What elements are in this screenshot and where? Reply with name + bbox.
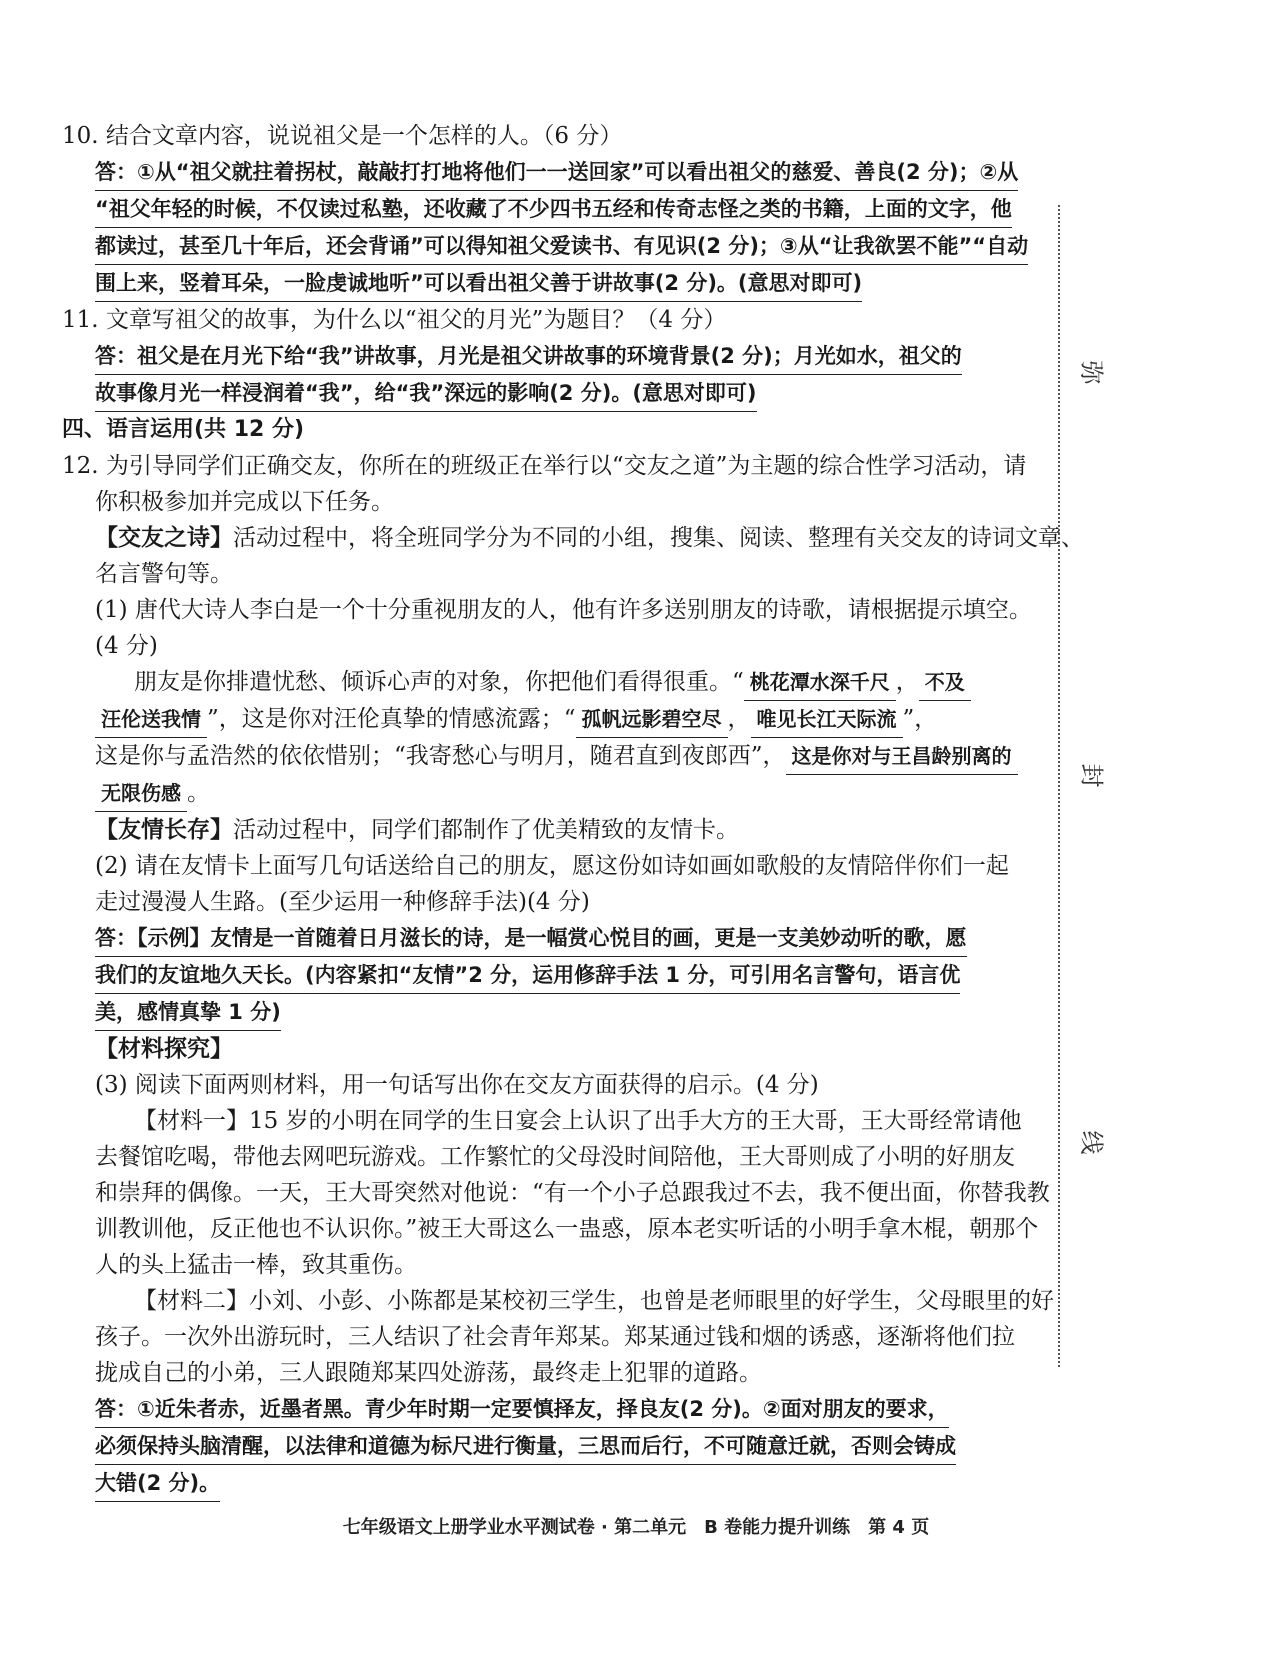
seal-line (1058, 205, 1060, 1367)
blank-5b: 无限伤感 (95, 775, 187, 812)
sub1-stem-1: (1) 唐代大诗人李白是一个十分重视朋友的人，他有许多送别朋友的诗歌，请根据提示填空。 (95, 597, 1032, 623)
q11-stem: 11. 文章写祖父的故事，为什么以“祖父的月光”为题目？（4 分） (62, 307, 727, 333)
blank-5a: 这是你对与王昌龄别离的 (786, 738, 1018, 775)
sub1-text: ， (727, 706, 751, 732)
sub2-stem-2: 走过漫漫人生路。(至少运用一种修辞手法)(4 分) (95, 889, 590, 915)
sub3-answer-line-2: 必须保持头脑清醒，以法律和道德为标尺进行衡量，三思而后行，不可随意迁就，否则会铸成 (95, 1428, 956, 1465)
material-2-line-2: 孩子。一次外出游玩时，三人结识了社会青年郑某。郑某通过钱和烟的诱惑，逐渐将他们拉 (95, 1324, 1015, 1350)
seal-char-feng: 封 (1077, 763, 1106, 788)
sub1-text: ”， (902, 706, 938, 732)
sub3-answer-line-3: 大错(2 分)。 (95, 1465, 220, 1502)
material-1-line-5: 人的头上猛击一棒，致其重伤。 (95, 1252, 417, 1278)
exam-page (62, 118, 1084, 1502)
card-task-text: 活动过程中，同学们都制作了优美精致的友情卡。 (233, 817, 739, 843)
sub1-text: 。 (187, 780, 210, 806)
q10-answer-line-4: 围上来，竖着耳朵，一脸虔诚地听”可以看出祖父善于讲故事(2 分)。(意思对即可) (95, 265, 862, 302)
material-task-tag: 【材料探究】 (95, 1036, 233, 1062)
sub1-paragraph-line-1 (62, 664, 1062, 701)
sub2-answer-line-3: 美，感情真挚 1 分) (95, 994, 281, 1031)
seal-char-mi: 弥 (1077, 360, 1106, 385)
blank-2b: 汪伦送我情 (95, 701, 207, 738)
card-task (62, 812, 1062, 848)
q10-answer-line-3: 都读过，甚至几十年后，还会背诵”可以得知祖父爱读书、有见识(2 分)；③从“让我欲罢不能”“自动 (95, 228, 1028, 265)
section-heading-4: 四、语言运用(共 12 分) (62, 417, 305, 442)
sub1-text: ， (895, 669, 919, 695)
sub3-stem: (3) 阅读下面两则材料，用一句话写出你在交友方面获得的启示。(4 分) (95, 1072, 819, 1098)
material-1-line-2: 去餐馆吃喝，带他去网吧玩游戏。工作繁忙的父母没时间陪他，王大哥则成了小明的好朋友 (95, 1144, 1015, 1170)
sub1-paragraph-line-2 (62, 701, 1062, 738)
material-2-line-3: 拢成自己的小弟，三人跟随郑某四处游荡，最终走上犯罪的道路。 (95, 1360, 762, 1386)
poem-task-text-1: 活动过程中，将全班同学分为不同的小组，搜集、阅读、整理有关交友的诗词文章、 (233, 525, 1084, 551)
q12-stem-line-1: 12. 为引导同学们正确交友，你所在的班级正在举行以“交友之道”为主题的综合性学习活动，请 (62, 453, 1027, 479)
sub2-answer-line-2: 我们的友谊地久天长。(内容紧扣“友情”2 分，运用修辞手法 1 分，可引用名言警句，语言优 (95, 957, 960, 994)
q10-stem: 10. 结合文章内容，说说祖父是一个怎样的人。（6 分） (62, 123, 623, 149)
poem-task-text-2: 名言警句等。 (95, 561, 233, 587)
q10-answer-line-2: “祖父年轻的时候，不仅读过私塾，还收藏了不少四书五经和传奇志怪之类的书籍，上面的文字，他 (95, 191, 1012, 228)
poem-task (62, 520, 1084, 556)
poem-task-tag: 【交友之诗】 (95, 525, 233, 551)
material-1-line-4: 训教训他，反正他也不认识你。”被王大哥这么一蛊惑，原本老实听话的小明手拿木棍，朝那个 (95, 1216, 1039, 1242)
sub1-paragraph-line-4 (62, 775, 1062, 812)
q11-answer-line-2: 故事像月光一样浸润着“我”，给“我”深远的影响(2 分)。(意思对即可) (95, 375, 757, 412)
blank-3: 孤帆远影碧空尽 (576, 701, 728, 738)
sub1-stem-2: (4 分) (95, 633, 158, 659)
page-footer: 七年级语文上册学业水平测试卷 · 第二单元 B 卷能力提升训练 第 4 页 (342, 1517, 930, 1538)
material-1-line-1: 【材料一】15 岁的小明在同学的生日宴会上认识了出手大方的王大哥，王大哥经常请他 (134, 1108, 1022, 1134)
sub2-answer-line-1: 答：【示例】友情是一首随着日月滋长的诗，是一幅赏心悦目的画，更是一支美妙动听的歌，愿 (95, 920, 967, 957)
sub1-paragraph-line-3 (62, 738, 1062, 775)
card-task-tag: 【友情长存】 (95, 817, 233, 843)
q10-answer-line-1: 答：①从“祖父就拄着拐杖，敲敲打打地将他们一一送回家”可以看出祖父的慈爱、善良(2 分)；②从 (95, 154, 1018, 191)
sub3-answer-line-1: 答：①近朱者赤，近墨者黑。青少年时期一定要慎择友，择良友(2 分)。②面对朋友的要求， (95, 1391, 949, 1428)
q11-answer-line-1: 答：祖父是在月光下给“我”讲故事，月光是祖父讲故事的环境背景(2 分)；月光如水，祖父的 (95, 338, 962, 375)
material-1-line-3: 和崇拜的偶像。一天，王大哥突然对他说：“有一个小子总跟我过不去，我不便出面，你替我教 (95, 1180, 1050, 1206)
seal-char-xian: 线 (1077, 1130, 1106, 1155)
sub1-text: 这是你与孟浩然的依依惜别；“我寄愁心与明月，随君直到夜郎西”， (95, 743, 786, 769)
sub1-text: ”，这是你对汪伦真挚的情感流露；“ (207, 706, 576, 732)
blank-1: 桃花潭水深千尺 (744, 664, 896, 701)
sub1-text: 朋友是你排遣忧愁、倾诉心声的对象，你把他们看得很重。“ (134, 669, 744, 695)
blank-2a: 不及 (919, 664, 971, 701)
q12-stem-line-2: 你积极参加并完成以下任务。 (95, 489, 394, 515)
blank-4: 唯见长江天际流 (751, 701, 903, 738)
material-2-line-1: 【材料二】小刘、小彭、小陈都是某校初三学生，也曾是老师眼里的好学生，父母眼里的好 (134, 1288, 1054, 1314)
sub2-stem-1: (2) 请在友情卡上面写几句话送给自己的朋友，愿这份如诗如画如歌般的友情陪伴你们一起 (95, 853, 1009, 879)
